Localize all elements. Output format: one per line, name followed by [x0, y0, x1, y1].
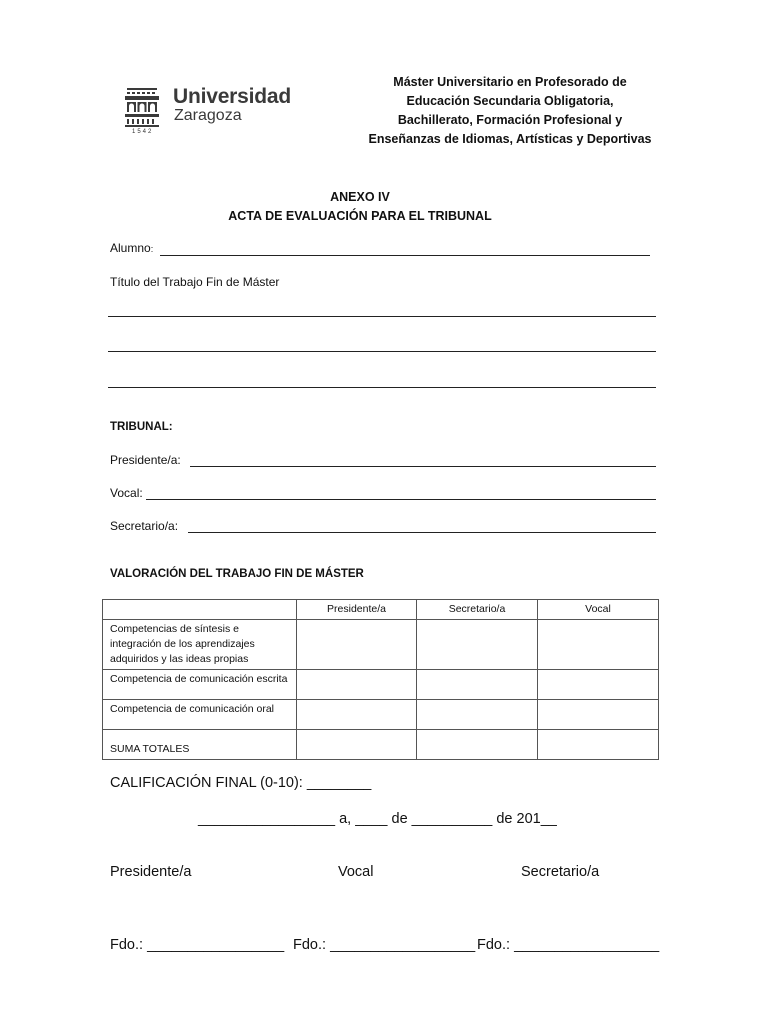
table-header-row — [103, 600, 659, 620]
valoracion-heading: VALORACIÓN DEL TRABAJO FIN DE MÁSTER — [110, 568, 364, 580]
evaluation-table — [102, 599, 659, 760]
score-cell[interactable] — [417, 670, 538, 700]
score-cell[interactable] — [417, 620, 538, 670]
titulo-input-line-3[interactable] — [108, 387, 656, 388]
criterion-cell: Competencia de comunicación escrita — [103, 670, 297, 700]
table-header-cell: Secretario/a — [417, 600, 538, 620]
signature-fdo-presidente: Fdo.: _________________ — [110, 937, 285, 953]
table-header-cell — [103, 600, 297, 620]
table-row — [103, 620, 659, 670]
alumno-label: Alumno: — [110, 241, 154, 255]
score-cell[interactable] — [538, 670, 659, 700]
date-place-line: _________________ a, ____ de __________ de 201__ — [198, 811, 557, 827]
vocal-input-line[interactable] — [146, 499, 656, 500]
program-title-line: Bachillerato, Formación Profesional y — [397, 113, 623, 127]
program-title-line: Máster Universitario en Profesorado de — [393, 75, 627, 89]
score-cell[interactable] — [297, 730, 417, 760]
tribunal-heading: TRIBUNAL: — [110, 421, 173, 433]
program-title-line: Educación Secundaria Obligatoria, — [406, 94, 614, 108]
logo-year: 1542 — [132, 129, 154, 135]
criterion-cell: Competencias de síntesis e integración de los aprendizajes adquiridos y las ideas propias — [103, 620, 297, 670]
annex-subtitle: ACTA DE EVALUACIÓN PARA EL TRIBUNAL — [228, 209, 492, 223]
signature-role-vocal: Vocal — [338, 864, 374, 880]
signature-role-secretario: Secretario/a — [521, 864, 600, 880]
program-title-line: Enseñanzas de Idiomas, Artísticas y Deportivas — [368, 132, 652, 146]
university-logo — [123, 86, 298, 138]
score-cell[interactable] — [297, 700, 417, 730]
logo-university-name: Universidad — [173, 85, 292, 108]
table-header-cell: Presidente/a — [297, 600, 417, 620]
presidente-label: Presidente/a: — [110, 453, 181, 467]
table-row — [103, 670, 659, 700]
program-title — [350, 73, 670, 149]
table-header-cell: Vocal — [538, 600, 659, 620]
table-row — [103, 700, 659, 730]
secretario-label: Secretario/a: — [110, 519, 179, 533]
vocal-label: Vocal: — [110, 486, 143, 500]
table-row — [103, 730, 659, 760]
score-cell[interactable] — [417, 700, 538, 730]
criterion-cell: Competencia de comunicación oral — [103, 700, 297, 730]
titulo-input-line-2[interactable] — [108, 351, 656, 352]
titulo-label: Título del Trabajo Fin de Máster — [110, 275, 280, 289]
score-cell[interactable] — [538, 700, 659, 730]
calificacion-final: CALIFICACIÓN FINAL (0-10): ________ — [110, 775, 372, 791]
logo-city-name: Zaragoza — [174, 107, 242, 124]
alumno-input-line[interactable] — [160, 255, 650, 256]
score-cell[interactable] — [538, 730, 659, 760]
titulo-input-line-1[interactable] — [108, 316, 656, 317]
signature-role-presidente: Presidente/a — [110, 864, 192, 880]
secretario-input-line[interactable] — [188, 532, 656, 533]
presidente-input-line[interactable] — [190, 466, 656, 467]
signature-fdo-vocal: Fdo.: __________________ — [293, 937, 476, 953]
score-cell[interactable] — [538, 620, 659, 670]
signature-fdo-secretario: Fdo.: __________________ — [477, 937, 660, 953]
score-cell[interactable] — [417, 730, 538, 760]
university-crest-icon — [123, 86, 161, 128]
score-cell[interactable] — [297, 620, 417, 670]
score-cell[interactable] — [297, 670, 417, 700]
annex-heading — [210, 188, 510, 226]
criterion-cell: SUMA TOTALES — [103, 730, 297, 760]
annex-title: ANEXO IV — [330, 190, 390, 204]
